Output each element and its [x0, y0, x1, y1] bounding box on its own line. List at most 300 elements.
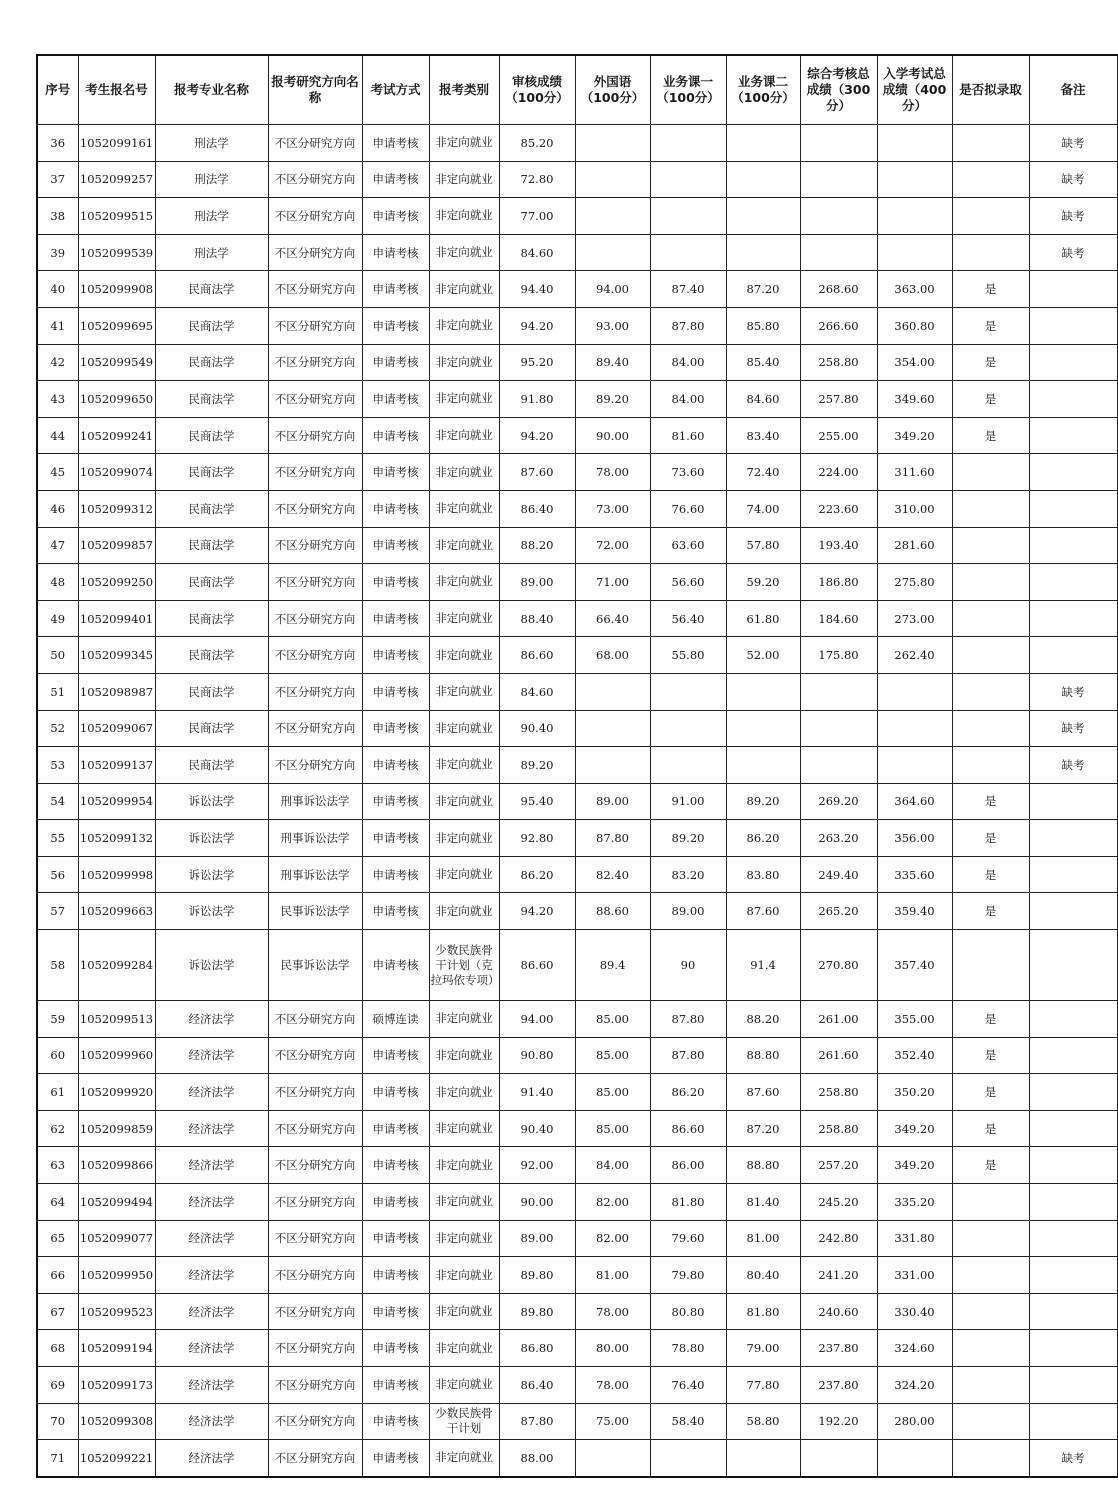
cell-exam-method: 申请考核 [362, 856, 429, 893]
cell-entrance-total: 349.60 [877, 381, 952, 418]
cell-admitted [952, 490, 1029, 527]
table-header [37, 55, 1117, 125]
table-row [37, 673, 1117, 710]
cell-exam-method: 申请考核 [362, 783, 429, 820]
cell-applicant-id: 1052099257 [78, 161, 155, 198]
cell-foreign-language: 81.00 [575, 1257, 650, 1294]
table-row [37, 381, 1117, 418]
cell-application-category: 非定向就业 [429, 1440, 499, 1477]
cell-course-one: 79.60 [650, 1220, 726, 1257]
cell-entrance-total [877, 198, 952, 235]
cell-comprehensive-total: 186.80 [800, 564, 877, 601]
cell-comprehensive-total: 258.80 [800, 1074, 877, 1111]
cell-foreign-language: 82.40 [575, 856, 650, 893]
cell-research-direction: 不区分研究方向 [268, 1330, 362, 1367]
cell-admitted: 是 [952, 344, 1029, 381]
cell-review-score: 86.40 [499, 490, 575, 527]
cell-course-one: 87.80 [650, 1037, 726, 1074]
cell-exam-method: 申请考核 [362, 490, 429, 527]
cell-course-two: 83.40 [726, 417, 800, 454]
cell-foreign-language: 89.40 [575, 344, 650, 381]
cell-comprehensive-total: 258.80 [800, 1110, 877, 1147]
cell-remarks: 缺考 [1029, 198, 1117, 235]
cell-seq: 70 [37, 1403, 78, 1440]
cell-foreign-language: 89.4 [575, 930, 650, 1001]
cell-seq: 61 [37, 1074, 78, 1111]
header-row [37, 55, 1117, 125]
cell-course-one: 80.80 [650, 1293, 726, 1330]
cell-course-two: 87.60 [726, 893, 800, 930]
cell-seq: 44 [37, 417, 78, 454]
table-row [37, 564, 1117, 601]
cell-applicant-id: 1052099221 [78, 1440, 155, 1477]
cell-entrance-total: 335.60 [877, 856, 952, 893]
header-exam-method: 考试方式 [362, 55, 429, 125]
cell-applicant-id: 1052099523 [78, 1293, 155, 1330]
cell-major: 刑法学 [155, 161, 268, 198]
cell-exam-method: 申请考核 [362, 1403, 429, 1440]
cell-comprehensive-total [800, 710, 877, 747]
cell-comprehensive-total: 257.20 [800, 1147, 877, 1184]
cell-seq: 58 [37, 930, 78, 1001]
cell-application-category: 非定向就业 [429, 344, 499, 381]
cell-application-category: 非定向就业 [429, 490, 499, 527]
cell-review-score: 86.40 [499, 1367, 575, 1404]
cell-applicant-id: 1052099308 [78, 1403, 155, 1440]
cell-comprehensive-total: 175.80 [800, 637, 877, 674]
cell-admitted [952, 1440, 1029, 1477]
cell-seq: 63 [37, 1147, 78, 1184]
cell-applicant-id: 1052099857 [78, 527, 155, 564]
cell-seq: 39 [37, 234, 78, 271]
cell-comprehensive-total: 266.60 [800, 307, 877, 344]
cell-course-one [650, 673, 726, 710]
cell-comprehensive-total: 184.60 [800, 600, 877, 637]
cell-admitted [952, 1403, 1029, 1440]
cell-course-one: 91.00 [650, 783, 726, 820]
cell-seq: 45 [37, 454, 78, 491]
cell-course-one: 78.80 [650, 1330, 726, 1367]
cell-research-direction: 不区分研究方向 [268, 673, 362, 710]
cell-comprehensive-total: 255.00 [800, 417, 877, 454]
cell-application-category: 非定向就业 [429, 710, 499, 747]
cell-remarks [1029, 783, 1117, 820]
cell-major: 经济法学 [155, 1330, 268, 1367]
cell-course-one [650, 747, 726, 784]
cell-foreign-language: 78.00 [575, 1293, 650, 1330]
cell-major: 经济法学 [155, 1403, 268, 1440]
cell-course-two: 87.20 [726, 271, 800, 308]
cell-admitted: 是 [952, 307, 1029, 344]
cell-review-score: 94.20 [499, 893, 575, 930]
cell-comprehensive-total: 240.60 [800, 1293, 877, 1330]
cell-exam-method: 申请考核 [362, 673, 429, 710]
cell-foreign-language: 94.00 [575, 271, 650, 308]
cell-seq: 67 [37, 1293, 78, 1330]
cell-admitted [952, 930, 1029, 1001]
cell-course-two: 59.20 [726, 564, 800, 601]
cell-course-two [726, 125, 800, 162]
cell-course-one: 83.20 [650, 856, 726, 893]
cell-course-one [650, 125, 726, 162]
cell-entrance-total [877, 747, 952, 784]
header-course-two: 业务课二（100分） [726, 55, 800, 125]
cell-major: 民商法学 [155, 637, 268, 674]
cell-course-two: 79.00 [726, 1330, 800, 1367]
cell-course-two: 57.80 [726, 527, 800, 564]
cell-review-score: 94.20 [499, 307, 575, 344]
cell-review-score: 89.00 [499, 1220, 575, 1257]
cell-seq: 62 [37, 1110, 78, 1147]
cell-review-score: 89.80 [499, 1293, 575, 1330]
cell-applicant-id: 1052099513 [78, 1001, 155, 1038]
cell-course-two: 88.20 [726, 1001, 800, 1038]
cell-application-category: 非定向就业 [429, 1367, 499, 1404]
cell-research-direction: 不区分研究方向 [268, 710, 362, 747]
cell-comprehensive-total [800, 747, 877, 784]
cell-research-direction: 不区分研究方向 [268, 198, 362, 235]
cell-major: 民商法学 [155, 673, 268, 710]
cell-course-two: 80.40 [726, 1257, 800, 1294]
cell-course-one: 86.00 [650, 1147, 726, 1184]
cell-foreign-language: 89.20 [575, 381, 650, 418]
cell-course-one: 87.80 [650, 307, 726, 344]
cell-review-score: 89.80 [499, 1257, 575, 1294]
cell-course-two: 58.80 [726, 1403, 800, 1440]
cell-applicant-id: 1052099312 [78, 490, 155, 527]
cell-applicant-id: 1052099161 [78, 125, 155, 162]
cell-major: 诉讼法学 [155, 856, 268, 893]
cell-comprehensive-total: 223.60 [800, 490, 877, 527]
cell-applicant-id: 1052099960 [78, 1037, 155, 1074]
cell-major: 诉讼法学 [155, 930, 268, 1001]
cell-comprehensive-total: 193.40 [800, 527, 877, 564]
cell-exam-method: 申请考核 [362, 454, 429, 491]
cell-comprehensive-total: 242.80 [800, 1220, 877, 1257]
cell-applicant-id: 1052099284 [78, 930, 155, 1001]
cell-entrance-total: 360.80 [877, 307, 952, 344]
cell-application-category: 非定向就业 [429, 198, 499, 235]
cell-review-score: 84.60 [499, 234, 575, 271]
table-row [37, 1001, 1117, 1038]
cell-foreign-language [575, 125, 650, 162]
cell-research-direction: 不区分研究方向 [268, 1147, 362, 1184]
cell-remarks [1029, 1184, 1117, 1221]
cell-seq: 49 [37, 600, 78, 637]
cell-seq: 48 [37, 564, 78, 601]
table-row [37, 856, 1117, 893]
cell-applicant-id: 1052099663 [78, 893, 155, 930]
cell-comprehensive-total: 237.80 [800, 1367, 877, 1404]
cell-review-score: 86.60 [499, 637, 575, 674]
cell-course-one: 89.20 [650, 820, 726, 857]
cell-seq: 36 [37, 125, 78, 162]
cell-major: 刑法学 [155, 198, 268, 235]
cell-exam-method: 申请考核 [362, 1293, 429, 1330]
cell-entrance-total [877, 673, 952, 710]
cell-comprehensive-total: 263.20 [800, 820, 877, 857]
cell-exam-method: 申请考核 [362, 344, 429, 381]
cell-seq: 53 [37, 747, 78, 784]
table-row [37, 1220, 1117, 1257]
cell-entrance-total: 335.20 [877, 1184, 952, 1221]
cell-entrance-total: 364.60 [877, 783, 952, 820]
cell-research-direction: 不区分研究方向 [268, 1403, 362, 1440]
cell-exam-method: 申请考核 [362, 1220, 429, 1257]
cell-exam-method: 申请考核 [362, 1184, 429, 1221]
cell-seq: 60 [37, 1037, 78, 1074]
cell-admitted [952, 527, 1029, 564]
cell-admitted [952, 125, 1029, 162]
cell-applicant-id: 1052099650 [78, 381, 155, 418]
cell-review-score: 88.20 [499, 527, 575, 564]
cell-applicant-id: 1052099077 [78, 1220, 155, 1257]
cell-applicant-id: 1052099920 [78, 1074, 155, 1111]
cell-admitted [952, 1220, 1029, 1257]
cell-remarks [1029, 564, 1117, 601]
cell-admitted: 是 [952, 1074, 1029, 1111]
cell-application-category: 非定向就业 [429, 417, 499, 454]
cell-course-two [726, 747, 800, 784]
cell-exam-method: 申请考核 [362, 125, 429, 162]
cell-course-two: 72.40 [726, 454, 800, 491]
cell-research-direction: 不区分研究方向 [268, 454, 362, 491]
cell-foreign-language: 85.00 [575, 1001, 650, 1038]
cell-seq: 71 [37, 1440, 78, 1477]
cell-course-two: 87.20 [726, 1110, 800, 1147]
table-row [37, 1330, 1117, 1367]
cell-major: 民商法学 [155, 490, 268, 527]
cell-major: 经济法学 [155, 1074, 268, 1111]
cell-remarks [1029, 490, 1117, 527]
cell-course-two: 81.40 [726, 1184, 800, 1221]
cell-remarks: 缺考 [1029, 161, 1117, 198]
cell-foreign-language [575, 234, 650, 271]
cell-course-one: 90 [650, 930, 726, 1001]
cell-course-one: 79.80 [650, 1257, 726, 1294]
table-row [37, 125, 1117, 162]
cell-foreign-language: 85.00 [575, 1037, 650, 1074]
cell-applicant-id: 1052099132 [78, 820, 155, 857]
cell-applicant-id: 1052099950 [78, 1257, 155, 1294]
cell-course-two: 91.4 [726, 930, 800, 1001]
cell-review-score: 90.80 [499, 1037, 575, 1074]
cell-entrance-total: 331.80 [877, 1220, 952, 1257]
cell-admitted [952, 637, 1029, 674]
cell-seq: 46 [37, 490, 78, 527]
cell-research-direction: 不区分研究方向 [268, 381, 362, 418]
cell-course-one: 84.00 [650, 381, 726, 418]
cell-research-direction: 不区分研究方向 [268, 1293, 362, 1330]
table-row [37, 307, 1117, 344]
cell-entrance-total: 356.00 [877, 820, 952, 857]
cell-admitted: 是 [952, 271, 1029, 308]
cell-major: 经济法学 [155, 1110, 268, 1147]
cell-review-score: 88.40 [499, 600, 575, 637]
cell-review-score: 86.20 [499, 856, 575, 893]
cell-remarks [1029, 930, 1117, 1001]
cell-course-one: 81.80 [650, 1184, 726, 1221]
cell-major: 民商法学 [155, 710, 268, 747]
cell-remarks: 缺考 [1029, 747, 1117, 784]
cell-applicant-id: 1052099515 [78, 198, 155, 235]
cell-remarks: 缺考 [1029, 125, 1117, 162]
cell-applicant-id: 1052099074 [78, 454, 155, 491]
cell-seq: 50 [37, 637, 78, 674]
table-row [37, 1403, 1117, 1440]
cell-research-direction: 不区分研究方向 [268, 637, 362, 674]
cell-entrance-total: 350.20 [877, 1074, 952, 1111]
table-row [37, 417, 1117, 454]
cell-foreign-language: 84.00 [575, 1147, 650, 1184]
cell-course-two [726, 198, 800, 235]
cell-review-score: 92.00 [499, 1147, 575, 1184]
cell-entrance-total: 359.40 [877, 893, 952, 930]
table-row [37, 1367, 1117, 1404]
cell-course-two: 85.40 [726, 344, 800, 381]
cell-review-score: 77.00 [499, 198, 575, 235]
cell-admitted: 是 [952, 1001, 1029, 1038]
cell-major: 经济法学 [155, 1037, 268, 1074]
cell-applicant-id: 1052099345 [78, 637, 155, 674]
cell-admitted: 是 [952, 856, 1029, 893]
table-row [37, 1037, 1117, 1074]
cell-remarks [1029, 271, 1117, 308]
cell-major: 经济法学 [155, 1184, 268, 1221]
table-row [37, 1074, 1117, 1111]
table-row [37, 527, 1117, 564]
header-seq: 序号 [37, 55, 78, 125]
cell-review-score: 86.80 [499, 1330, 575, 1367]
cell-seq: 37 [37, 161, 78, 198]
cell-comprehensive-total: 192.20 [800, 1403, 877, 1440]
cell-application-category: 非定向就业 [429, 1293, 499, 1330]
header-review-score: 审核成绩（100分） [499, 55, 575, 125]
cell-seq: 42 [37, 344, 78, 381]
cell-foreign-language: 72.00 [575, 527, 650, 564]
cell-remarks [1029, 856, 1117, 893]
cell-review-score: 94.20 [499, 417, 575, 454]
cell-seq: 40 [37, 271, 78, 308]
cell-research-direction: 不区分研究方向 [268, 234, 362, 271]
table-row [37, 454, 1117, 491]
cell-applicant-id: 1052099401 [78, 600, 155, 637]
cell-application-category: 非定向就业 [429, 234, 499, 271]
table-row [37, 747, 1117, 784]
cell-major: 经济法学 [155, 1147, 268, 1184]
cell-application-category: 非定向就业 [429, 673, 499, 710]
table-row [37, 271, 1117, 308]
cell-remarks [1029, 454, 1117, 491]
cell-major: 民商法学 [155, 600, 268, 637]
cell-applicant-id: 1052099549 [78, 344, 155, 381]
cell-foreign-language: 73.00 [575, 490, 650, 527]
cell-remarks [1029, 1257, 1117, 1294]
cell-course-one: 86.20 [650, 1074, 726, 1111]
cell-entrance-total: 349.20 [877, 1110, 952, 1147]
cell-major: 经济法学 [155, 1293, 268, 1330]
cell-major: 经济法学 [155, 1257, 268, 1294]
cell-course-one [650, 710, 726, 747]
cell-entrance-total [877, 161, 952, 198]
cell-course-one: 81.60 [650, 417, 726, 454]
cell-remarks [1029, 417, 1117, 454]
cell-remarks [1029, 600, 1117, 637]
cell-course-two: 85.80 [726, 307, 800, 344]
cell-foreign-language [575, 1440, 650, 1477]
cell-application-category: 少数民族骨干计划（克拉玛依专项） [429, 930, 499, 1001]
cell-remarks [1029, 1147, 1117, 1184]
header-remarks: 备注 [1029, 55, 1117, 125]
cell-application-category: 非定向就业 [429, 454, 499, 491]
cell-application-category: 非定向就业 [429, 1074, 499, 1111]
cell-exam-method: 申请考核 [362, 527, 429, 564]
cell-remarks [1029, 1110, 1117, 1147]
header-admitted: 是否拟录取 [952, 55, 1029, 125]
cell-admitted: 是 [952, 783, 1029, 820]
cell-foreign-language: 82.00 [575, 1220, 650, 1257]
header-comprehensive-total: 综合考核总成绩（300分） [800, 55, 877, 125]
cell-application-category: 非定向就业 [429, 307, 499, 344]
table-row [37, 1147, 1117, 1184]
table-row [37, 234, 1117, 271]
cell-application-category: 少数民族骨干计划 [429, 1403, 499, 1440]
cell-research-direction: 不区分研究方向 [268, 1001, 362, 1038]
cell-exam-method: 申请考核 [362, 417, 429, 454]
cell-seq: 52 [37, 710, 78, 747]
cell-research-direction: 不区分研究方向 [268, 1184, 362, 1221]
cell-foreign-language [575, 710, 650, 747]
cell-major: 刑法学 [155, 125, 268, 162]
cell-admitted [952, 1184, 1029, 1221]
cell-research-direction: 不区分研究方向 [268, 271, 362, 308]
cell-admitted: 是 [952, 1037, 1029, 1074]
cell-major: 经济法学 [155, 1001, 268, 1038]
cell-comprehensive-total: 258.80 [800, 344, 877, 381]
cell-entrance-total: 330.40 [877, 1293, 952, 1330]
cell-application-category: 非定向就业 [429, 1257, 499, 1294]
cell-research-direction: 不区分研究方向 [268, 1110, 362, 1147]
cell-entrance-total [877, 125, 952, 162]
header-foreign-language: 外国语（100分） [575, 55, 650, 125]
cell-course-one: 73.60 [650, 454, 726, 491]
cell-entrance-total [877, 234, 952, 271]
table-row [37, 1257, 1117, 1294]
cell-comprehensive-total: 237.80 [800, 1330, 877, 1367]
cell-entrance-total: 355.00 [877, 1001, 952, 1038]
cell-exam-method: 申请考核 [362, 1257, 429, 1294]
cell-research-direction: 刑事诉讼法学 [268, 783, 362, 820]
cell-seq: 57 [37, 893, 78, 930]
cell-major: 诉讼法学 [155, 783, 268, 820]
cell-comprehensive-total [800, 198, 877, 235]
cell-research-direction: 民事诉讼法学 [268, 930, 362, 1001]
cell-research-direction: 不区分研究方向 [268, 527, 362, 564]
cell-review-score: 72.80 [499, 161, 575, 198]
cell-entrance-total: 280.00 [877, 1403, 952, 1440]
cell-comprehensive-total: 245.20 [800, 1184, 877, 1221]
table-row [37, 490, 1117, 527]
cell-major: 民商法学 [155, 307, 268, 344]
cell-major: 民商法学 [155, 747, 268, 784]
cell-application-category: 非定向就业 [429, 1220, 499, 1257]
cell-admitted: 是 [952, 1147, 1029, 1184]
cell-major: 诉讼法学 [155, 820, 268, 857]
cell-course-two: 77.80 [726, 1367, 800, 1404]
table-row [37, 344, 1117, 381]
cell-applicant-id: 1052098987 [78, 673, 155, 710]
cell-entrance-total [877, 710, 952, 747]
